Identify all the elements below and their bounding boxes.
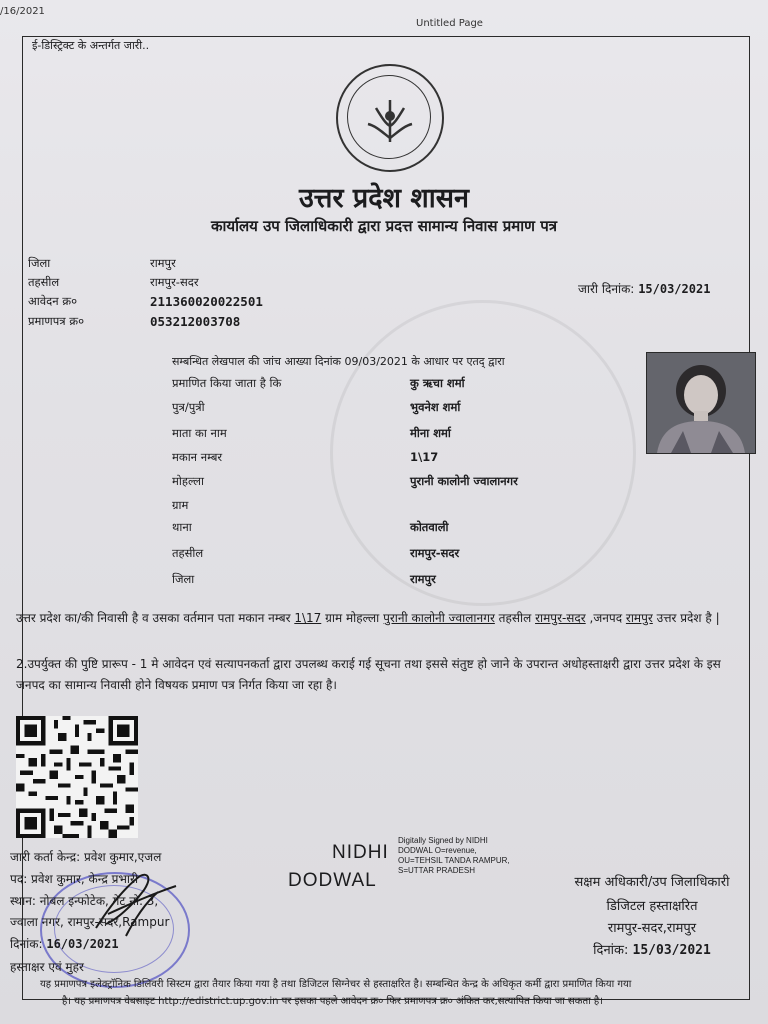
field-value-mother: मीना शर्मा bbox=[410, 426, 451, 440]
field-label-certified: प्रमाणित किया जाता है कि bbox=[172, 376, 282, 390]
confirmation-statement: 2.उपर्युक्त की पुष्टि प्रारूप - 1 मे आवेदन एवं सत्यापनकर्ता द्वारा उपलब्ध कराई गई सूचना तथा इससे संतुष्ट हो जाने के उपरान्त अधोहस्ताक्षरी द्वारा उत्तर प्रदेश के इस जनपद का सामान्य निवासी होने विषयक प्रमाण पत्र निर्गत किया जा रहा है। bbox=[16, 657, 721, 692]
field-label-mother: माता का नाम bbox=[172, 426, 227, 440]
residence-statement bbox=[16, 608, 750, 629]
field-value-district: रामपुर bbox=[410, 572, 436, 586]
issuer-address: ज्वाला नगर, रामपुर-सदर,Rampur bbox=[10, 915, 170, 929]
authority-place: रामपुर-सदर,रामपुर bbox=[607, 921, 697, 936]
field-label-mohalla: मोहल्ला bbox=[172, 474, 204, 488]
field-label-district: जिला bbox=[172, 572, 195, 586]
issuer-center: जारी कर्ता केन्द्र: प्रवेश कुमार,एजल bbox=[10, 850, 162, 864]
signer-first-name: NIDHI bbox=[332, 842, 389, 863]
print-date: /16/2021 bbox=[0, 6, 45, 17]
field-value-mohalla: पुरानी कालोनी ज्वालानगर bbox=[410, 474, 518, 488]
residence-text-5: उत्तर प्रदेश है | bbox=[652, 611, 720, 625]
emblem-watermark bbox=[330, 300, 636, 606]
meta-label-certificate-no: प्रमाणपत्र क्र० bbox=[28, 314, 85, 328]
meta-value-application-no: 211360020022501 bbox=[150, 294, 263, 309]
verification-qr-code bbox=[16, 716, 138, 838]
field-label-police-station: थाना bbox=[172, 520, 192, 534]
residence-text-3: तहसील bbox=[494, 611, 536, 625]
footer-note-1: यह प्रमाणपत्र इलेक्ट्रॉनिक डिलिवरी सिस्टम द्वारा तैयार किया गया है तथा डिजिटल सिग्नेचर से हस्ताक्षरित है। सम्बन्धित केन्द्र के अधिकृत कर्मी द्वारा प्रमाणित किया गया bbox=[40, 979, 632, 990]
meta-label-application-no: आवेदन क्र० bbox=[28, 294, 78, 308]
meta-value-certificate-no: 053212003708 bbox=[150, 314, 241, 329]
field-label-house-no: मकान नम्बर bbox=[172, 450, 223, 464]
authority-digital-sign: डिजिटल हस्ताक्षरित bbox=[606, 899, 698, 914]
meta-label-tehsil: तहसील bbox=[28, 275, 60, 289]
applicant-photo bbox=[646, 352, 756, 454]
issuer-date bbox=[10, 935, 119, 952]
digital-signature-details bbox=[398, 836, 510, 876]
residence-tehsil: रामपुर-सदर bbox=[535, 611, 586, 625]
dsig-line: S=UTTAR PRADESH bbox=[398, 866, 475, 875]
field-value-house-no: 1\17 bbox=[410, 450, 439, 464]
field-value-name: कु ऋचा शर्मा bbox=[410, 376, 465, 390]
issuer-location: स्थान: नोबल इन्फोटेक, गेट नो. 3, bbox=[10, 894, 159, 908]
up-government-emblem bbox=[336, 64, 444, 172]
issuer-designation: पद: प्रवेश कुमार, केन्द्र प्रभारी bbox=[10, 872, 139, 886]
field-value-parent: भुवनेश शर्मा bbox=[410, 400, 461, 414]
residence-text-4: ,जनपद bbox=[585, 611, 626, 625]
residence-house-no: 1\17 bbox=[294, 611, 322, 625]
authority-date-label: दिनांक: bbox=[593, 943, 629, 958]
residence-mohalla: पुरानी कालोनी ज्वालानगर bbox=[383, 611, 495, 625]
dsig-line: OU=TEHSIL TANDA RAMPUR, bbox=[398, 856, 510, 865]
field-label-parent: पुत्र/पुत्री bbox=[172, 400, 205, 414]
residence-text-2: ग्राम मोहल्ला bbox=[321, 611, 384, 625]
footer-note-2: है। यह प्रमाणपत्र वेबसाइट http://edistrict.up.gov.in पर इसका पहले आवेदन क्र० फिर प्रमाणपत्र क्र० अंकित कर,सत्यापित किया जा सकता है। bbox=[62, 996, 604, 1007]
field-value-tehsil: रामपुर-सदर bbox=[410, 546, 460, 560]
authority-title: सक्षम अधिकारी/उप जिलाधिकारी bbox=[574, 875, 730, 890]
meta-value-tehsil: रामपुर-सदर bbox=[150, 275, 199, 289]
authority-date bbox=[542, 940, 762, 958]
meta-label-district: जिला bbox=[28, 256, 51, 270]
issue-date bbox=[578, 280, 710, 297]
authority-date-value: 15/03/2021 bbox=[632, 943, 711, 958]
inquiry-intro: सम्बन्धित लेखपाल की जांच आख्या दिनांक 09/03/2021 के आधार पर एतद् द्वारा bbox=[172, 355, 505, 368]
issuer-date-value: 16/03/2021 bbox=[46, 937, 119, 951]
edistrict-note: ई-डिस्ट्रिक्ट के अन्तर्गत जारी.. bbox=[32, 39, 150, 52]
residence-district: रामपुर bbox=[625, 611, 653, 625]
issue-date-label: जारी दिनांक: bbox=[578, 282, 635, 296]
print-page-title: Untitled Page bbox=[416, 18, 483, 29]
dsig-line: Digitally Signed by NIDHI bbox=[398, 836, 488, 845]
signer-last-name: DODWAL bbox=[288, 870, 377, 891]
issue-date-value: 15/03/2021 bbox=[638, 282, 711, 296]
meta-value-district: रामपुर bbox=[150, 256, 176, 270]
government-title: उत्तर प्रदेश शासन bbox=[299, 183, 469, 214]
residence-text-1: उत्तर प्रदेश का/की निवासी है व उसका वर्तमान पता मकान नम्बर bbox=[16, 611, 295, 625]
dsig-line: DODWAL O=revenue, bbox=[398, 846, 477, 855]
field-label-village: ग्राम bbox=[172, 498, 189, 512]
issuer-date-label: दिनांक: bbox=[10, 937, 43, 951]
field-value-police-station: कोतवाली bbox=[410, 520, 449, 534]
issuer-sign-label: हस्ताक्षर एवं मुहर bbox=[10, 960, 84, 974]
certificate-title: कार्यालय उप जिलाधिकारी द्वारा प्रदत्त सामान्य निवास प्रमाण पत्र bbox=[211, 217, 557, 235]
field-label-tehsil: तहसील bbox=[172, 546, 204, 560]
